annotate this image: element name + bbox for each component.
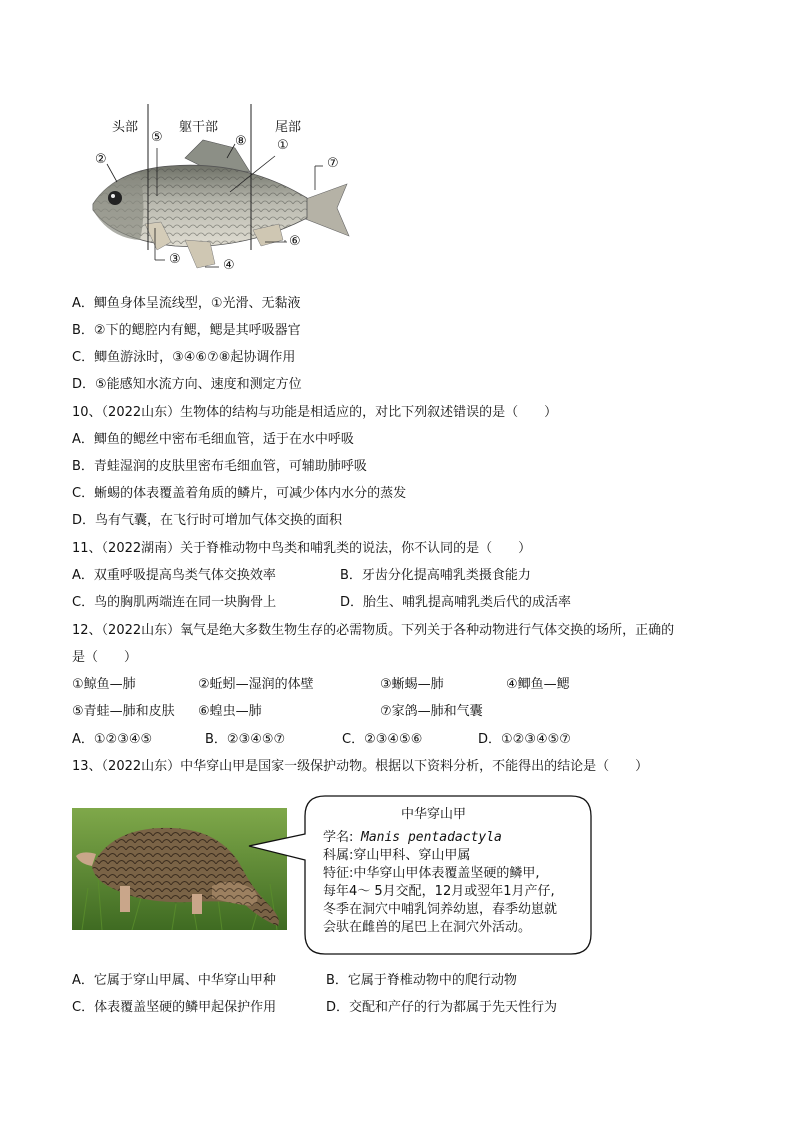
marker-5: ⑤ bbox=[151, 130, 163, 145]
q13-option-c: C．体表覆盖坚硬的鳞甲起保护作用 bbox=[72, 1000, 277, 1015]
region-label-trunk: 躯干部 bbox=[179, 120, 219, 135]
pelvic-fin bbox=[185, 240, 215, 268]
q12-item-7: ⑦家鸽—肺和气囊 bbox=[380, 704, 483, 719]
q11-option-a: A．双重呼吸提高鸟类气体交换效率 bbox=[72, 568, 276, 583]
q10-option-a: A．鲫鱼的鳃丝中密布毛细血管，适于在水中呼吸 bbox=[72, 432, 354, 447]
marker-4: ④ bbox=[223, 258, 235, 273]
fish-head bbox=[93, 174, 144, 240]
q12-item-1: ①鲸鱼—肺 bbox=[72, 677, 136, 692]
fish-eye-highlight bbox=[111, 194, 115, 198]
callout-feature-4: 会驮在雌兽的尾巴上在洞穴外活动。 bbox=[323, 920, 532, 935]
q13-stem: 13、（2022山东）中华穿山甲是国家一级保护动物。根据以下资料分析，不能得出的结论是（ ） bbox=[72, 759, 649, 774]
q12-item-3: ③蜥蜴—肺 bbox=[380, 677, 444, 692]
q12-option-c: C．②③④⑤⑥ bbox=[342, 732, 423, 747]
marker-2: ② bbox=[95, 152, 107, 167]
q9-option-c: C．鲫鱼游泳时，③④⑥⑦⑧起协调作用 bbox=[72, 350, 296, 365]
pangolin-photo bbox=[72, 808, 287, 930]
q10-option-d: D．鸟有气囊，在飞行时可增加气体交换的面积 bbox=[72, 513, 343, 528]
q9-option-b: B．②下的鳃腔内有鳃，鳃是其呼吸器官 bbox=[72, 323, 301, 338]
fish-eye bbox=[108, 191, 122, 205]
marker-6: ⑥ bbox=[289, 234, 301, 249]
region-label-tail: 尾部 bbox=[275, 120, 302, 135]
q12-item-5: ⑤青蛙—肺和皮肤 bbox=[72, 704, 175, 719]
callout-feature-2: 每年4～ 5月交配，12月或翌年1月产仔, bbox=[323, 884, 555, 899]
q11-option-c: C．鸟的胸肌两端连在同一块胸骨上 bbox=[72, 595, 277, 610]
callout-family: 科属:穿山甲科、穿山甲属 bbox=[323, 848, 471, 863]
q11-option-b: B．牙齿分化提高哺乳类摄食能力 bbox=[340, 568, 531, 583]
q9-option-d: D．⑤能感知水流方向、速度和测定方位 bbox=[72, 377, 302, 392]
leader-2 bbox=[107, 164, 117, 182]
marker-8: ⑧ bbox=[235, 134, 247, 149]
q12-item-6: ⑥蝗虫—肺 bbox=[198, 704, 262, 719]
q10-option-c: C．蜥蜴的体表覆盖着角质的鳞片，可减少体内水分的蒸发 bbox=[72, 486, 407, 501]
q12-item-4: ④鲫鱼—鳃 bbox=[506, 677, 570, 692]
callout-title: 中华穿山甲 bbox=[401, 807, 467, 822]
q13-option-b: B．它属于脊椎动物中的爬行动物 bbox=[326, 973, 517, 988]
info-callout bbox=[303, 794, 615, 955]
q13-option-d: D．交配和产仔的行为都属于先天性行为 bbox=[326, 1000, 558, 1015]
caudal-fin bbox=[303, 184, 349, 236]
marker-3: ③ bbox=[169, 252, 181, 267]
q10-stem: 10、（2022山东）生物体的结构与功能是相适应的，对比下列叙述错误的是（ ） bbox=[72, 405, 558, 420]
callout-sci-name: Manis pentadactyla bbox=[361, 830, 502, 845]
q12-stem-line2: 是（ ） bbox=[72, 650, 138, 665]
q12-stem-line1: 12、（2022山东）氧气是绝大多数生物生存的必需物质。下列关于各种动物进行气体交换的场所，正确的 bbox=[72, 623, 675, 638]
callout-sci-label: 学名: bbox=[323, 830, 354, 845]
region-label-head: 头部 bbox=[112, 120, 139, 135]
marker-7: ⑦ bbox=[327, 156, 339, 171]
pangolin-image bbox=[72, 808, 287, 930]
q10-option-b: B．青蛙湿润的皮肤里密布毛细血管，可辅助肺呼吸 bbox=[72, 459, 367, 474]
fish-diagram bbox=[85, 100, 365, 280]
callout-feature-3: 冬季在洞穴中哺乳饲养幼崽，春季幼崽就 bbox=[323, 902, 558, 917]
q13-option-a: A．它属于穿山甲属、中华穿山甲种 bbox=[72, 973, 276, 988]
q9-option-a: A．鲫鱼身体呈流线型，①光滑、无黏液 bbox=[72, 296, 301, 311]
pangolin-leg-back bbox=[192, 894, 202, 914]
q12-option-b: B．②③④⑤⑦ bbox=[205, 732, 286, 747]
q12-option-d: D．①②③④⑤⑦ bbox=[478, 732, 571, 747]
q11-stem: 11、（2022湖南）关于脊椎动物中鸟类和哺乳类的说法，你不认同的是（ ） bbox=[72, 541, 532, 556]
q12-option-a: A．①②③④⑤ bbox=[72, 732, 153, 747]
q11-option-d: D．胎生、哺乳提高哺乳类后代的成活率 bbox=[340, 595, 572, 610]
pangolin-leg-front bbox=[120, 886, 130, 912]
marker-1: ① bbox=[277, 138, 289, 153]
callout-feature-1: 特征:中华穿山甲体表覆盖坚硬的鳞甲, bbox=[323, 866, 540, 881]
q12-item-2: ②蚯蚓—湿润的体壁 bbox=[198, 677, 314, 692]
